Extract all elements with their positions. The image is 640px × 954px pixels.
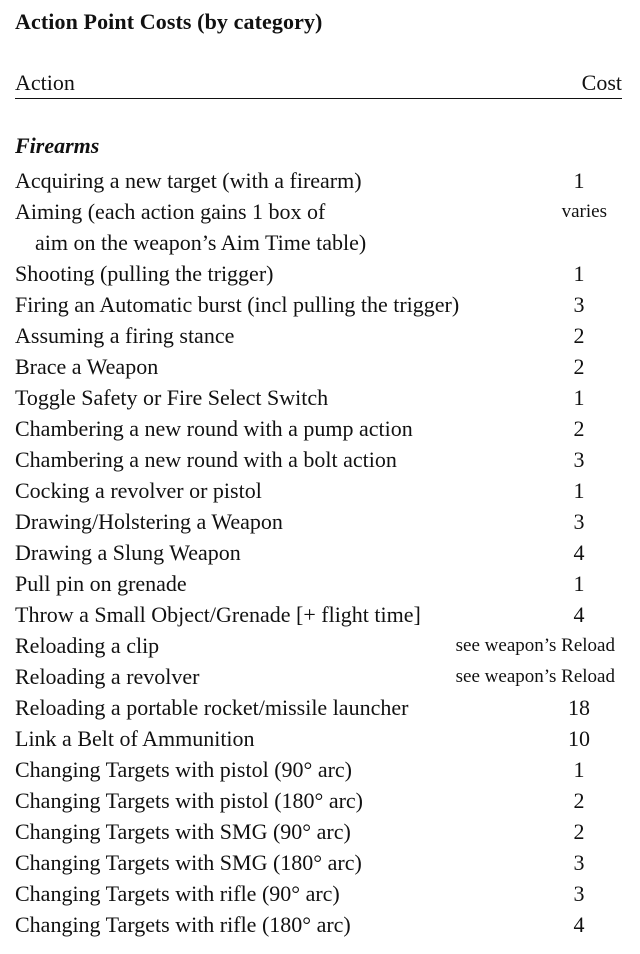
action-label: Firing an Automatic burst (incl pulling the trigger)	[15, 292, 460, 317]
table-row	[15, 289, 625, 320]
action-label-continued: aim on the weapon’s Aim Time table)	[35, 230, 367, 255]
table-row	[15, 351, 625, 382]
action-label: Changing Targets with SMG (180° arc)	[15, 850, 362, 875]
table-row	[15, 723, 625, 754]
table-row	[15, 847, 625, 878]
table-row	[15, 258, 625, 289]
action-cost: 2	[573, 819, 585, 844]
action-cost: see weapon’s Reload	[455, 666, 615, 687]
action-label: Changing Targets with rifle (180° arc)	[15, 912, 351, 937]
table-row	[15, 568, 625, 599]
action-cost: see weapon’s Reload	[455, 635, 615, 656]
table-row	[15, 196, 625, 258]
action-cost: 1	[573, 385, 585, 410]
table-row	[15, 475, 625, 506]
action-label: Link a Belt of Ammunition	[15, 726, 255, 751]
table-row	[15, 537, 625, 568]
action-cost: 1	[573, 478, 585, 503]
action-cost: 3	[573, 850, 585, 875]
header-cost: Cost	[581, 70, 622, 95]
action-label: Reloading a revolver	[15, 664, 200, 689]
action-cost: 10	[568, 726, 590, 751]
action-label: Drawing a Slung Weapon	[15, 540, 241, 565]
table-row	[15, 816, 625, 847]
action-label: Cocking a revolver or pistol	[15, 478, 262, 503]
header-action: Action	[15, 70, 75, 95]
action-cost: 3	[573, 447, 585, 472]
table-row	[15, 320, 625, 351]
action-label: Pull pin on grenade	[15, 571, 187, 596]
action-cost: 2	[573, 416, 585, 441]
action-label: Brace a Weapon	[15, 354, 159, 379]
action-label: Chambering a new round with a pump action	[15, 416, 413, 441]
table-row	[15, 413, 625, 444]
page-title: Action Point Costs (by category)	[15, 9, 323, 34]
action-cost: 2	[573, 354, 585, 379]
action-cost: 1	[573, 168, 585, 193]
category-heading: Firearms	[15, 133, 100, 158]
action-label: Drawing/Holstering a Weapon	[15, 509, 283, 534]
table-row	[15, 692, 625, 723]
table-row	[15, 382, 625, 413]
table-row	[15, 785, 625, 816]
table-row	[15, 661, 625, 692]
table-row	[15, 165, 625, 196]
action-cost: 1	[573, 261, 585, 286]
table-row	[15, 506, 625, 537]
action-cost: 1	[573, 757, 585, 782]
action-label: Changing Targets with pistol (90° arc)	[15, 757, 353, 782]
action-cost: 3	[573, 292, 585, 317]
action-cost: 3	[573, 881, 585, 906]
table-row	[15, 909, 625, 940]
action-cost: 2	[573, 323, 585, 348]
action-label: Toggle Safety or Fire Select Switch	[15, 385, 329, 410]
action-cost: varies	[561, 201, 607, 222]
table-row	[15, 754, 625, 785]
action-label: Assuming a firing stance	[15, 323, 235, 348]
action-cost: 1	[573, 571, 585, 596]
action-label: Chambering a new round with a bolt action	[15, 447, 397, 472]
action-cost: 18	[568, 695, 590, 720]
action-cost: 4	[573, 540, 585, 565]
action-cost: 3	[573, 509, 585, 534]
action-label: Shooting (pulling the trigger)	[15, 261, 274, 286]
action-label: Changing Targets with rifle (90° arc)	[15, 881, 340, 906]
action-label: Aiming (each action gains 1 box of	[15, 199, 326, 224]
table-row	[15, 599, 625, 630]
table-header	[15, 70, 622, 99]
cost-table-body	[15, 165, 625, 940]
table-row	[15, 444, 625, 475]
action-label: Reloading a clip	[15, 633, 160, 658]
table-row	[15, 630, 625, 661]
action-label: Changing Targets with SMG (90° arc)	[15, 819, 351, 844]
action-cost: 2	[573, 788, 585, 813]
action-label: Throw a Small Object/Grenade [+ flight time]	[15, 602, 421, 627]
table-row	[15, 878, 625, 909]
action-label: Changing Targets with pistol (180° arc)	[15, 788, 364, 813]
action-label: Reloading a portable rocket/missile launcher	[15, 695, 409, 720]
action-label: Acquiring a new target (with a firearm)	[15, 168, 362, 193]
action-cost: 4	[573, 912, 585, 937]
action-cost: 4	[573, 602, 585, 627]
